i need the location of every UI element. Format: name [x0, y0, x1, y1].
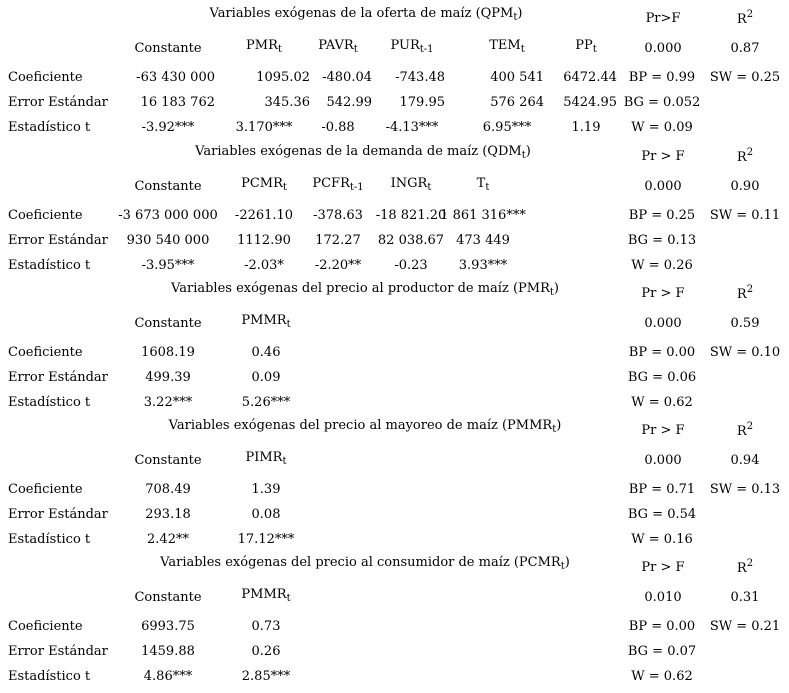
section-title-subscript: t: [560, 561, 565, 572]
section-title: [210, 6, 523, 22]
column-header-name: Constante: [134, 453, 202, 468]
section-title-close: ): [525, 144, 531, 159]
r-squared-header: [736, 147, 754, 166]
column-header: [477, 176, 490, 192]
column-header-subscript: t-1: [419, 44, 434, 55]
table-cell: 1.19: [571, 120, 601, 135]
table-cell: 576 264: [490, 95, 544, 110]
column-header-subscript: t: [282, 456, 287, 467]
row-label-coef: Coeficiente: [8, 208, 83, 223]
section-title-text: Variables exógenas del precio al productor de maíz (PMR: [171, 281, 550, 296]
r-squared-value: 0.87: [730, 41, 760, 56]
column-header-name: PCMR: [241, 176, 283, 191]
table-cell: -2.20**: [314, 258, 362, 273]
column-header: [134, 41, 201, 57]
r-squared-base: R: [736, 424, 747, 439]
section-title-text: Variables exógenas del precio al consumidor de maíz (PCMR: [160, 555, 561, 570]
table-cell: 1 861 316***: [440, 208, 526, 223]
section-title-subscript: t: [549, 287, 554, 298]
table-cell: -3.92***: [141, 120, 195, 135]
table-cell: 0.73: [251, 619, 281, 634]
row-label-coef: Coeficiente: [8, 619, 83, 634]
sw-value: SW = 0.21: [709, 619, 781, 634]
column-header: [134, 453, 201, 469]
section-title-close: ): [517, 6, 523, 21]
table-cell: 1.39: [251, 482, 281, 497]
table-cell: -0.88: [321, 120, 355, 135]
diagnostic-test: BG = 0.13: [627, 233, 697, 248]
column-header: [246, 38, 282, 54]
column-header-subscript: t: [353, 44, 358, 55]
r-squared-value: 0.59: [730, 316, 760, 331]
prf-header: Pr>F: [645, 11, 681, 26]
table-cell: 708.49: [145, 482, 191, 497]
column-header: [134, 316, 201, 332]
sw-value: SW = 0.11: [709, 208, 781, 223]
section-title-subscript: t: [513, 12, 518, 23]
table-cell: -378.63: [313, 208, 363, 223]
column-header-name: PAVR: [318, 38, 354, 53]
table-cell: 499.39: [145, 370, 191, 385]
row-label-stat: Estadístico t: [8, 532, 91, 547]
row-label-coef: Coeficiente: [8, 70, 83, 85]
r-squared-base: R: [736, 150, 747, 165]
table-cell: 1095.02: [256, 70, 310, 85]
diagnostic-test: BP = 0.00: [628, 619, 696, 634]
table-cell: 3.170***: [235, 120, 293, 135]
diagnostic-test: BP = 0.71: [628, 482, 696, 497]
column-header-name: PP: [575, 38, 593, 53]
r-squared-superscript: 2: [746, 284, 754, 295]
table-cell: 16 183 762: [140, 95, 215, 110]
table-cell: 400 541: [490, 70, 544, 85]
diagnostic-test: BG = 0.07: [627, 644, 697, 659]
diagnostic-test: BP = 0.99: [628, 70, 696, 85]
table-cell: 345.36: [264, 95, 310, 110]
row-label-coef: Coeficiente: [8, 345, 83, 360]
column-header-name: PIMR: [245, 450, 283, 465]
table-cell: 5.26***: [241, 395, 291, 410]
column-header: [390, 38, 433, 54]
column-header-name: Constante: [134, 41, 202, 56]
section-title-close: ): [556, 418, 562, 433]
table-cell: 3.93***: [458, 258, 508, 273]
table-cell: 542.99: [326, 95, 372, 110]
table-cell: -4.13***: [385, 120, 439, 135]
table-cell: 5424.95: [563, 95, 617, 110]
section-title: [195, 144, 531, 160]
prf-header: Pr > F: [641, 149, 685, 164]
table-cell: -0.23: [394, 258, 428, 273]
column-header: [391, 176, 432, 192]
diagnostic-test: BG = 0.06: [627, 370, 697, 385]
table-cell: 0.26: [251, 644, 281, 659]
r-squared-superscript: 2: [746, 9, 754, 20]
column-header-name: Constante: [134, 590, 202, 605]
r-squared-superscript: 2: [746, 558, 754, 569]
column-header: [241, 313, 290, 329]
section-title-subscript: t: [552, 424, 557, 435]
column-header: [241, 587, 290, 603]
sw-value: SW = 0.10: [709, 345, 781, 360]
column-header-subscript: t: [427, 182, 432, 193]
table-cell: 82 038.67: [377, 233, 445, 248]
table-cell: 0.08: [251, 507, 281, 522]
row-label-stat: Estadístico t: [8, 120, 91, 135]
table-cell: 6993.75: [141, 619, 195, 634]
column-header-subscript: t: [277, 44, 282, 55]
diagnostic-test: W = 0.62: [631, 395, 693, 410]
column-header-name: PMMR: [241, 313, 287, 328]
r-squared-value: 0.31: [730, 590, 760, 605]
row-label-err: Error Estándar: [8, 95, 108, 110]
table-cell: -18 821.20: [375, 208, 447, 223]
table-cell: 473 449: [456, 233, 510, 248]
section-title-text: Variables exógenas de la demanda de maíz (QDM: [195, 144, 522, 159]
column-header-name: PMMR: [241, 587, 287, 602]
pr-value: 0.000: [644, 453, 682, 468]
diagnostic-test: W = 0.16: [631, 532, 693, 547]
row-label-err: Error Estándar: [8, 644, 108, 659]
section-title: [171, 281, 559, 297]
diagnostic-test: W = 0.62: [631, 669, 693, 684]
r-squared-superscript: 2: [746, 421, 754, 432]
table-cell: -3.95***: [141, 258, 195, 273]
prf-header: Pr > F: [641, 423, 685, 438]
table-cell: 3.22***: [143, 395, 193, 410]
table-cell: 2.42**: [147, 532, 189, 547]
column-header-subscript: t: [485, 182, 490, 193]
r-squared-base: R: [736, 287, 747, 302]
column-header-subscript: t-1: [349, 182, 364, 193]
table-cell: 1112.90: [237, 233, 291, 248]
column-header-name: PUR: [390, 38, 420, 53]
pr-value: 0.010: [644, 590, 682, 605]
column-header-subscript: t: [282, 182, 287, 193]
column-header-name: Constante: [134, 179, 202, 194]
column-header: [245, 450, 286, 466]
column-header: [241, 176, 287, 192]
column-header-name: INGR: [390, 176, 428, 191]
sw-value: SW = 0.25: [709, 70, 781, 85]
pr-value: 0.000: [644, 179, 682, 194]
section-title: [160, 555, 570, 571]
column-header: [489, 38, 525, 54]
column-header-name: TEM: [489, 38, 521, 53]
r-squared-base: R: [736, 561, 747, 576]
sw-value: SW = 0.13: [709, 482, 781, 497]
column-header-subscript: t: [286, 319, 291, 330]
column-header-subscript: t: [592, 44, 597, 55]
column-header-name: PMR: [246, 38, 278, 53]
table-cell: 2.85***: [241, 669, 291, 684]
table-cell: -3 673 000 000: [118, 208, 218, 223]
section-title-subscript: t: [521, 150, 526, 161]
row-label-stat: Estadístico t: [8, 395, 91, 410]
diagnostic-test: BP = 0.00: [628, 345, 696, 360]
diagnostic-test: W = 0.09: [631, 120, 693, 135]
table-cell: 172.27: [315, 233, 361, 248]
column-header: [575, 38, 597, 54]
column-header-subscript: t: [286, 593, 291, 604]
r-squared-value: 0.90: [730, 179, 760, 194]
table-cell: 1459.88: [141, 644, 195, 659]
diagnostic-test: W = 0.26: [631, 258, 693, 273]
column-header: [134, 590, 201, 606]
row-label-stat: Estadístico t: [8, 669, 91, 684]
r-squared-base: R: [736, 12, 747, 27]
row-label-err: Error Estándar: [8, 370, 108, 385]
r-squared-superscript: 2: [746, 147, 754, 158]
row-label-err: Error Estándar: [8, 233, 108, 248]
section-title-text: Variables exógenas de la oferta de maíz (QPM: [209, 6, 514, 21]
r-squared-header: [736, 421, 754, 440]
column-header-name: PCFR: [312, 176, 350, 191]
column-header-subscript: t: [520, 44, 525, 55]
table-cell: -2.03*: [244, 258, 284, 273]
diagnostic-test: BG = 0.052: [623, 95, 701, 110]
column-header: [318, 38, 358, 54]
section-title-text: Variables exógenas del precio al mayoreo de maíz (PMMR: [168, 418, 553, 433]
row-label-err: Error Estándar: [8, 507, 108, 522]
table-cell: 6472.44: [563, 70, 617, 85]
column-header-name: Constante: [134, 316, 202, 331]
table-cell: -2261.10: [234, 208, 294, 223]
table-cell: -743.48: [395, 70, 445, 85]
row-label-stat: Estadístico t: [8, 258, 91, 273]
r-squared-header: [736, 558, 754, 577]
table-cell: 4.86***: [143, 669, 193, 684]
r-squared-header: [736, 9, 754, 28]
column-header-name: T: [476, 176, 486, 191]
row-label-coef: Coeficiente: [8, 482, 83, 497]
section-title: [169, 418, 562, 434]
diagnostic-test: BP = 0.25: [628, 208, 696, 223]
table-cell: 0.46: [251, 345, 281, 360]
column-header: [134, 179, 201, 195]
table-cell: 0.09: [251, 370, 281, 385]
r-squared-value: 0.94: [730, 453, 760, 468]
table-cell: 930 540 000: [126, 233, 210, 248]
table-cell: 1608.19: [141, 345, 195, 360]
prf-header: Pr > F: [641, 560, 685, 575]
pr-value: 0.000: [644, 41, 682, 56]
column-header: [312, 176, 363, 192]
table-cell: -480.04: [322, 70, 372, 85]
table-cell: 293.18: [145, 507, 191, 522]
diagnostic-test: BG = 0.54: [627, 507, 697, 522]
table-cell: 17.12***: [237, 532, 295, 547]
section-title-close: ): [564, 555, 570, 570]
prf-header: Pr > F: [641, 286, 685, 301]
table-cell: 6.95***: [482, 120, 532, 135]
r-squared-header: [736, 284, 754, 303]
table-cell: -63 430 000: [136, 70, 215, 85]
section-title-close: ): [553, 281, 559, 296]
table-cell: 179.95: [399, 95, 445, 110]
pr-value: 0.000: [644, 316, 682, 331]
